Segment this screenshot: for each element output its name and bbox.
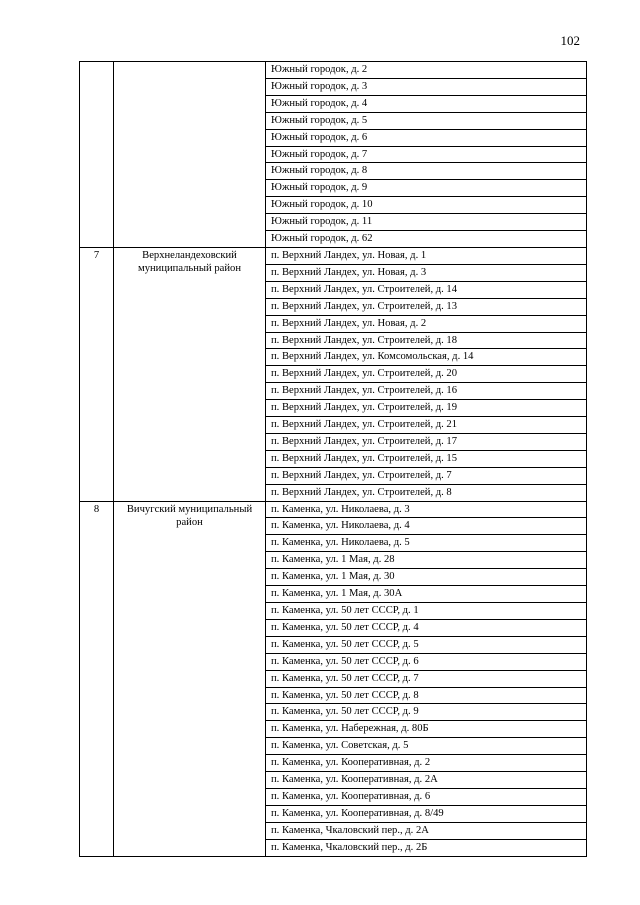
address-cell: п. Верхний Ландех, ул. Строителей, д. 8 — [266, 484, 587, 501]
address-cell: п. Верхний Ландех, ул. Новая, д. 1 — [266, 247, 587, 264]
address-cell: п. Каменка, ул. Кооперативная, д. 8/49 — [266, 805, 587, 822]
address-cell: п. Каменка, Чкаловский пер., д. 2Б — [266, 839, 587, 856]
address-cell: п. Каменка, ул. Кооперативная, д. 2А — [266, 772, 587, 789]
address-cell: Южный городок, д. 3 — [266, 78, 587, 95]
address-cell: п. Верхний Ландех, ул. Строителей, д. 16 — [266, 383, 587, 400]
address-cell: п. Верхний Ландех, ул. Строителей, д. 19 — [266, 400, 587, 417]
address-cell: п. Каменка, ул. 50 лет СССР, д. 6 — [266, 653, 587, 670]
address-cell: п. Каменка, ул. 50 лет СССР, д. 1 — [266, 603, 587, 620]
address-cell: Южный городок, д. 8 — [266, 163, 587, 180]
address-cell: п. Каменка, ул. 50 лет СССР, д. 9 — [266, 704, 587, 721]
table-row — [80, 501, 587, 518]
address-cell: п. Каменка, ул. 50 лет СССР, д. 7 — [266, 670, 587, 687]
address-cell: п. Верхний Ландех, ул. Строителей, д. 20 — [266, 366, 587, 383]
address-cell: п. Каменка, ул. 1 Мая, д. 30 — [266, 569, 587, 586]
address-cell: Южный городок, д. 10 — [266, 197, 587, 214]
address-cell: п. Верхний Ландех, ул. Новая, д. 2 — [266, 315, 587, 332]
district-cell: Вичугский муниципальный район — [114, 501, 266, 856]
address-cell: п. Каменка, ул. 1 Мая, д. 28 — [266, 552, 587, 569]
address-cell: п. Верхний Ландех, ул. Строителей, д. 14 — [266, 281, 587, 298]
page-number: 102 — [560, 33, 580, 48]
address-cell: Южный городок, д. 9 — [266, 180, 587, 197]
address-table-body — [80, 62, 587, 857]
address-cell: п. Каменка, ул. Кооперативная, д. 2 — [266, 755, 587, 772]
table-row — [80, 62, 587, 79]
address-cell: п. Каменка, ул. Советская, д. 5 — [266, 738, 587, 755]
address-cell: п. Верхний Ландех, ул. Строителей, д. 17 — [266, 433, 587, 450]
address-cell: п. Каменка, ул. 50 лет СССР, д. 5 — [266, 636, 587, 653]
district-cell — [114, 62, 266, 248]
address-cell: п. Верхний Ландех, ул. Строителей, д. 18 — [266, 332, 587, 349]
row-number-cell: 8 — [80, 501, 114, 856]
address-cell: п. Каменка, ул. 50 лет СССР, д. 8 — [266, 687, 587, 704]
address-cell: Южный городок, д. 11 — [266, 214, 587, 231]
row-number-cell — [80, 62, 114, 248]
address-cell: п. Верхний Ландех, ул. Новая, д. 3 — [266, 264, 587, 281]
address-cell: п. Верхний Ландех, ул. Строителей, д. 7 — [266, 467, 587, 484]
address-cell: п. Верхний Ландех, ул. Комсомольская, д. 14 — [266, 349, 587, 366]
address-cell: п. Каменка, ул. 50 лет СССР, д. 4 — [266, 619, 587, 636]
address-cell: п. Каменка, Чкаловский пер., д. 2А — [266, 822, 587, 839]
address-cell: п. Каменка, ул. 1 Мая, д. 30А — [266, 586, 587, 603]
address-cell: п. Каменка, ул. Николаева, д. 4 — [266, 518, 587, 535]
district-cell: Верхнеландеховский муниципальный район — [114, 247, 266, 501]
address-cell: Южный городок, д. 62 — [266, 231, 587, 248]
address-cell: Южный городок, д. 6 — [266, 129, 587, 146]
address-cell: п. Каменка, ул. Кооперативная, д. 6 — [266, 788, 587, 805]
address-cell: п. Верхний Ландех, ул. Строителей, д. 15 — [266, 450, 587, 467]
address-cell: п. Каменка, ул. Набережная, д. 80Б — [266, 721, 587, 738]
address-cell: п. Каменка, ул. Николаева, д. 5 — [266, 535, 587, 552]
address-cell: Южный городок, д. 5 — [266, 112, 587, 129]
address-cell: п. Верхний Ландех, ул. Строителей, д. 21 — [266, 417, 587, 434]
row-number-cell: 7 — [80, 247, 114, 501]
address-cell: п. Каменка, ул. Николаева, д. 3 — [266, 501, 587, 518]
address-cell: Южный городок, д. 7 — [266, 146, 587, 163]
address-cell: Южный городок, д. 2 — [266, 62, 587, 79]
address-cell: п. Верхний Ландех, ул. Строителей, д. 13 — [266, 298, 587, 315]
address-table — [79, 61, 587, 857]
table-row — [80, 247, 587, 264]
address-cell: Южный городок, д. 4 — [266, 95, 587, 112]
